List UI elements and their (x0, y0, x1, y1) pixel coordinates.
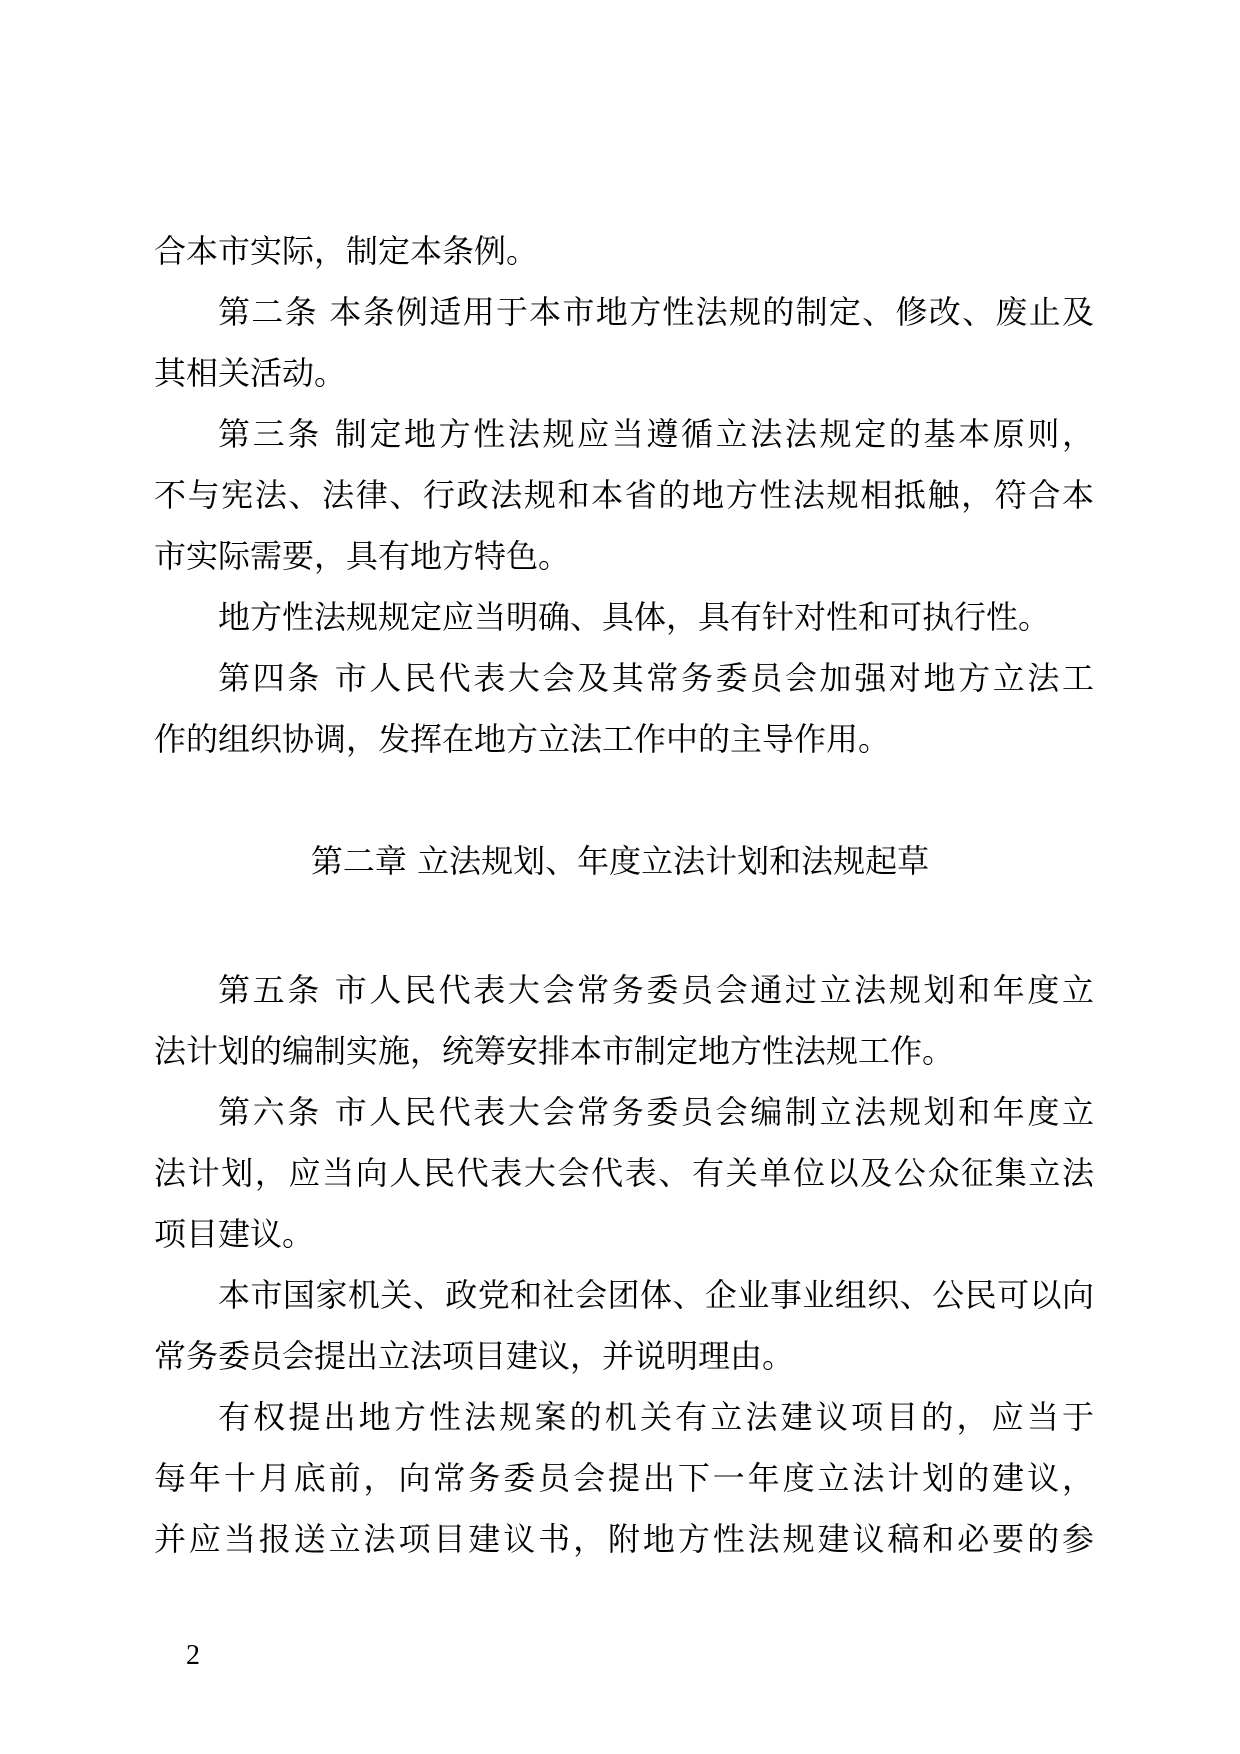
chapter-heading: 第二章 立法规划、年度立法计划和法规起草 (310, 842, 930, 880)
article-2-line-2: 其相关活动。 (154, 354, 347, 392)
article-3-line-2: 不与宪法、法律、行政法规和本省的地方性法规相抵触，符合本 (154, 476, 1094, 514)
article-6-paragraph-2-line-2: 常务委员会提出立法项目建议，并说明理由。 (154, 1337, 795, 1375)
article-6-paragraph-3-line-1: 有权提出地方性法规案的机关有立法建议项目的，应当于 (218, 1398, 1094, 1436)
article-2-line-1: 第二条 本条例适用于本市地方性法规的制定、修改、废止及 (218, 293, 1094, 331)
article-3-line-1: 第三条 制定地方性法规应当遵循立法法规定的基本原则， (218, 415, 1094, 453)
page-number: 2 (186, 1640, 200, 1671)
article-6-paragraph-3-line-2: 每年十月底前，向常务委员会提出下一年度立法计划的建议， (154, 1459, 1094, 1497)
article-5-line-2: 法计划的编制实施，统筹安排本市制定地方性法规工作。 (154, 1032, 955, 1070)
article-6-line-2: 法计划，应当向人民代表大会代表、有关单位以及公众征集立法 (154, 1154, 1094, 1192)
article-4-line-2: 作的组织协调，发挥在地方立法工作中的主导作用。 (154, 720, 891, 758)
article-6-line-3: 项目建议。 (154, 1215, 315, 1253)
article-3-line-3: 市实际需要，具有地方特色。 (154, 537, 571, 575)
article-6-paragraph-2-line-1: 本市国家机关、政党和社会团体、企业事业组织、公民可以向 (218, 1276, 1094, 1314)
paragraph-line: 合本市实际，制定本条例。 (154, 232, 539, 270)
article-3-paragraph-2: 地方性法规规定应当明确、具体，具有针对性和可执行性。 (218, 598, 1051, 636)
article-6-paragraph-3-line-3: 并应当报送立法项目建议书，附地方性法规建议稿和必要的参 (154, 1520, 1094, 1558)
article-4-line-1: 第四条 市人民代表大会及其常务委员会加强对地方立法工 (218, 659, 1094, 697)
article-5-line-1: 第五条 市人民代表大会常务委员会通过立法规划和年度立 (218, 971, 1094, 1009)
article-6-line-1: 第六条 市人民代表大会常务委员会编制立法规划和年度立 (218, 1093, 1094, 1131)
